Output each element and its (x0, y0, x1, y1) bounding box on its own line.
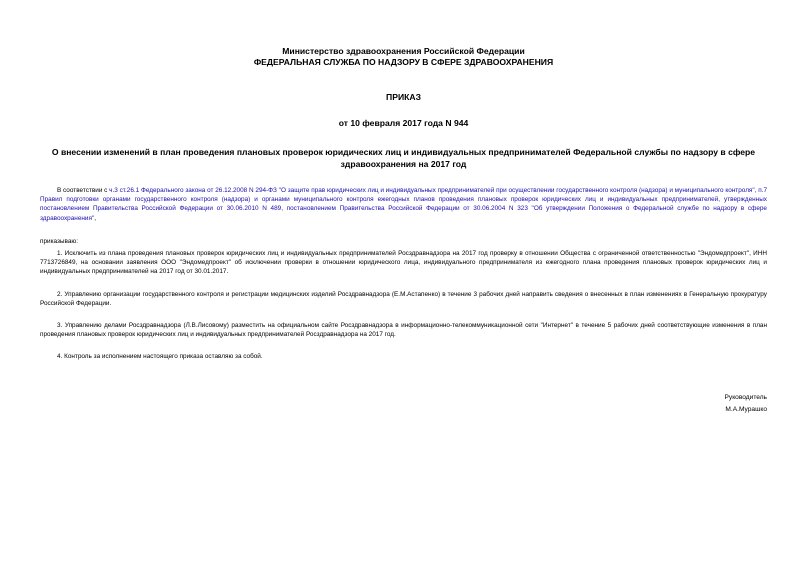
intro-text-before: В соответствии с (57, 187, 110, 194)
document-type: ПРИКАЗ (386, 92, 421, 102)
document-title: О внесении изменений в план проведения плановых проверок юридических лиц и индивидуальных предпринимателей Федеральной службы по надзору в сфере здравоохранения на 2017 год (51, 147, 756, 169)
signature-role: Руководитель (724, 394, 767, 401)
service-heading: ФЕДЕРАЛЬНАЯ СЛУЖБА ПО НАДЗОРУ В СФЕРЕ ЗДРАВООХРАНЕНИЯ (253, 57, 554, 67)
legal-reference-link[interactable]: ч.3 ст.26.1 Федерального закона от 26.12.2008 N 294-ФЗ "О защите прав юридических лиц и индивидуальных предпринимателей при осуществлении государственного контроля (надзора) и муниципального контроля", п.7 Правил подготовки органами государственного контроля (надзора) и органами муниципального контроля ежегодных планов проведения плановых проверок юридических лиц и индивидуальных предпринимателей, утвержденных постановлением Правительства Российской Федерации от 30.06.2010 N 489, постановлением Правительства Российской Федерации от 30.06.2004 N 323 "Об утверждении Положения о Федеральной службе по надзору в сфере здравоохранения" (40, 187, 768, 222)
signature-name: М.А.Мурашко (725, 406, 767, 413)
order-item-1: 1. Исключить из плана проведения плановых проверок юридических лиц и индивидуальных предпринимателей Росздравнадзора на 2017 год проверку в отношении Общества с ограниченной ответственностью "Эндомедпроект", ИНН 7713726849, на основании заявления ООО "Эндомедпроект" об исключении проверки в отношении юридического лица, индивидуального предпринимателя из ежегодного плана проведения плановых проверок юридических лиц и индивидуальных предпринимателей на 2017 год от 30.01.2017. (40, 250, 767, 276)
order-item-4: 4. Контроль за исполнением настоящего приказа оставляю за собой. (57, 353, 263, 360)
intro-paragraph (40, 186, 767, 223)
intro-text-after: , (94, 214, 96, 222)
document-date-number: от 10 февраля 2017 года N 944 (338, 118, 469, 128)
order-item-2: 2. Управлению организации государственного контроля и регистрации медицинских изделий Росздравнадзора (Е.М.Астапенко) в течение 3 рабочих дней направить сведения о внесенных в план изменениях в Генеральную прокуратуру Российской Федерации. (40, 291, 767, 308)
order-item-3: 3. Управлению делами Росздравнадзора (Л.В.Лисовому) разместить на официальном сайте Росздравнадзора в информационно-телекоммуникационной сети "Интернет" в течение 5 рабочих дней соответствующие изменения в план проведения плановых проверок юридических лиц и индивидуальных предпринимателей Росздравнадзора на 2017 год. (40, 322, 767, 339)
ministry-heading: Министерство здравоохранения Российской Федерации (282, 46, 525, 56)
order-word: приказываю: (40, 238, 78, 245)
